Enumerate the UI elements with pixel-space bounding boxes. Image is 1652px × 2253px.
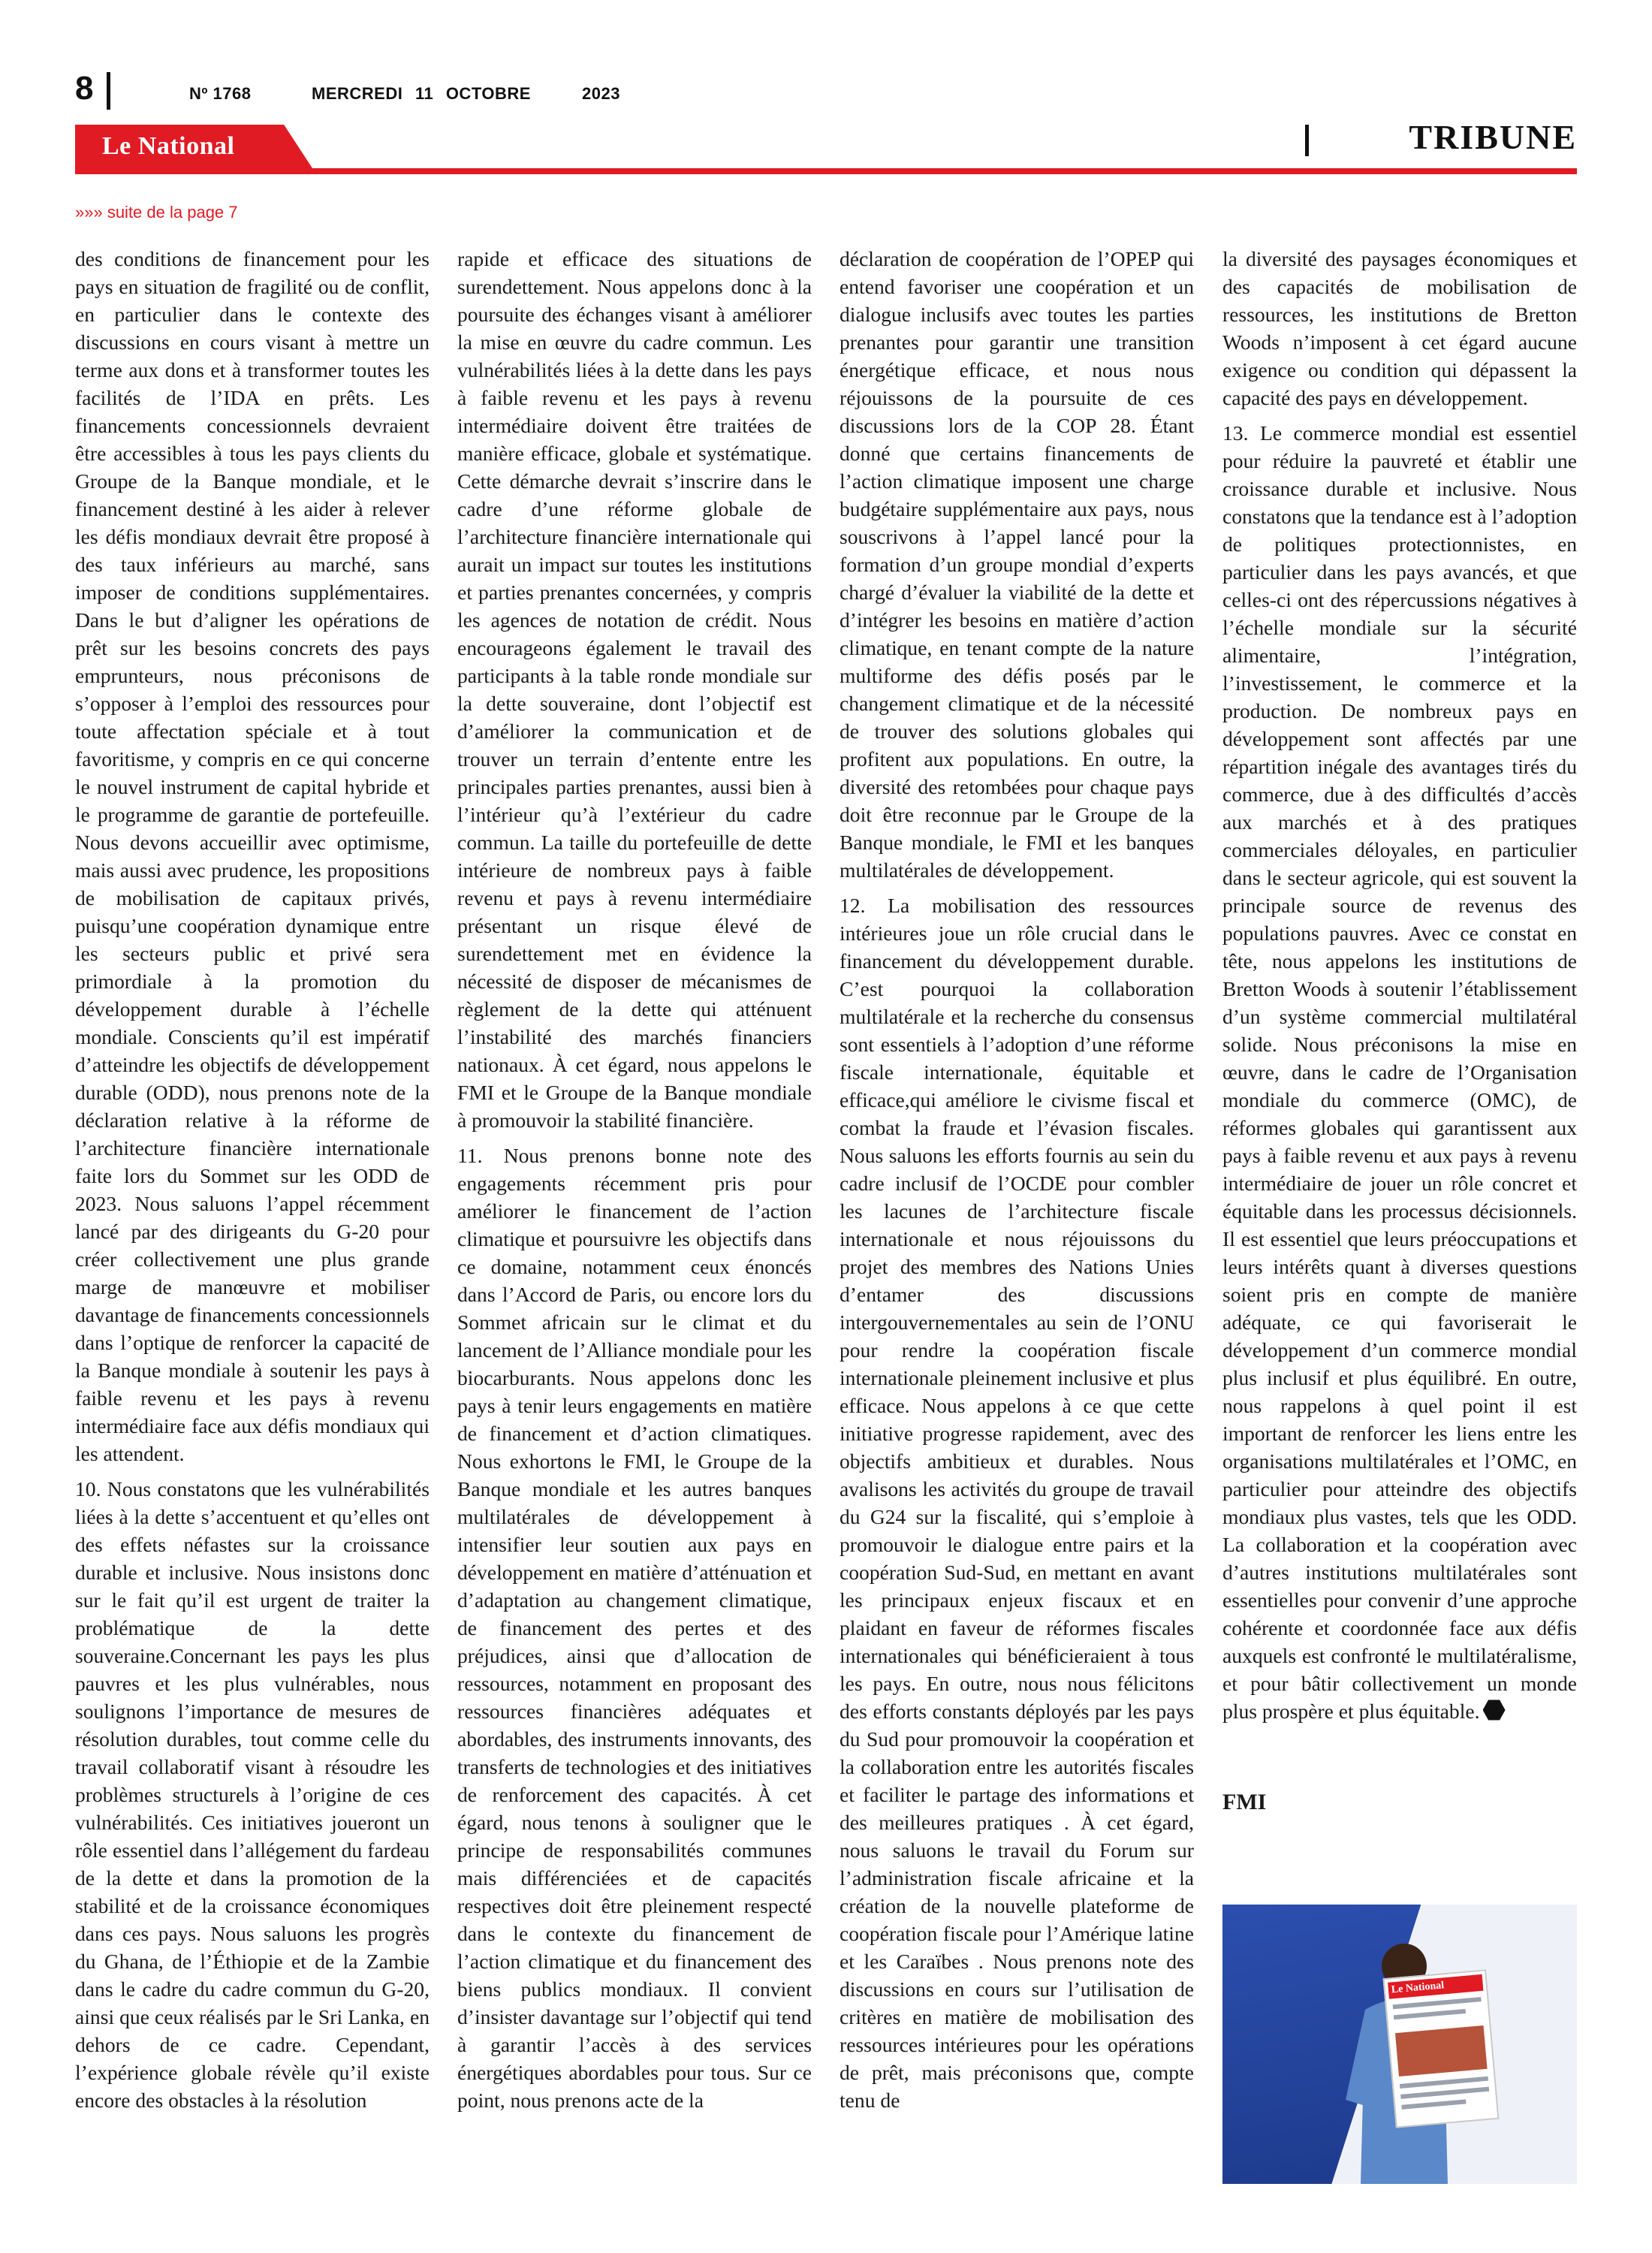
ad-text-line bbox=[1400, 2087, 1489, 2099]
issue-number: Nº 1768 bbox=[189, 84, 252, 103]
ad-text-line bbox=[1401, 2099, 1466, 2109]
newspaper-name: Le National bbox=[102, 132, 235, 160]
page-number: 8 bbox=[75, 70, 94, 107]
issue-year: 2023 bbox=[582, 84, 620, 103]
ad-headline-line bbox=[1393, 1997, 1482, 2009]
article-column-2 bbox=[457, 245, 812, 2122]
newspaper-advertisement bbox=[1222, 1905, 1577, 2184]
paragraph-final bbox=[1222, 419, 1577, 1725]
continued-from-note: »»» suite de la page 7 bbox=[75, 203, 238, 222]
paragraph: déclaration de coopération de l’OPEP qui entend favoriser une coopération et un dialogue inclusifs avec toutes les parties prenantes pour garantir une transition énergétique efficace, et nous nous réjouissons de la poursuite de ces discussions lors de la COP 28. Étant donné que certains financements de l’action climatique imposent une charge budgétaire supplémentaire aux pays, nous souscrivons à l’appel lancé pour la formation d’un groupe mondial d’experts chargé d’évaluer la viabilité de la dette et d’intégrer les besoins en matière d’action climatique, en tenant compte de la nature multiforme des défis posés par le changement climatique et de la nécessité de trouver des solutions globales qui profitent aux populations. En outre, la diversité des retombées pour chaque pays doit être reconnue par le Groupe de la Banque mondiale, le FMI et les banques multilatérales de développement. bbox=[840, 247, 1194, 882]
paragraph: 10. Nous constatons que les vulnérabilités liées à la dette s’accentuent et qu’elles ont des effets néfastes sur la croissance durable et inclusive. Nous insistons donc sur le fait qu’il est urgent de traiter la problématique de la dette souveraine.Concernant les pays les plus pauvres et les plus vulnérables, nous soulignons l’importance de mesures de résolution durables, tout comme celle du travail collaboratif visant à résoudre les problèmes structurels à l’origine de ces vulnérabilités. Ces initiatives joueront un rôle essentiel dans l’allégement du fardeau de la dette et dans la promotion de la stabilité et de la croissance économiques dans ces pays. Nous saluons les progrès du Ghana, de l’Éthiopie et de la Zambie dans le cadre du cadre commun du G-20, ainsi que ceux réalisés par le Sri Lanka, en dehors de ce cadre. Cependant, l’expérience globale révèle qu’il existe encore des obstacles à la résolution bbox=[75, 1477, 430, 2112]
paragraph: 12. La mobilisation des ressources intérieures joue un rôle crucial dans le financement du développement durable. C’est pourquoi la collaboration multilatérale et la recherche du consensus sont essentiels à l’adoption d’une réforme fiscale internationale, équitable et efficace,qui améliore le civisme fiscal et combat la fraude et l’évasion fiscales. Nous saluons les efforts fournis au sein du cadre inclusif de l’OCDE pour combler les lacunes de l’architecture fiscale internationale et nous réjouissons du projet des membres des Nations Unies d’entamer des discussions intergouvernementales au sein de l’ONU pour rendre la coopération fiscale internationale pleinement inclusive et plus efficace. Nous appelons à ce que cette initiative progresse rapidement, avec des objectifs ambitieux et durables. Nous avalisons les activités du groupe de travail du G24 sur la fiscalité, qui s’emploie à promouvoir le dialogue entre pairs et la coopération Sud-Sud, en mettant en avant les principaux enjeux fiscaux et en plaidant en faveur de réformes fiscales internationales qui bénéficieraient à tous les pays. En outre, nous nous félicitons des efforts constants déployés par les pays du Sud pour promouvoir la coopération et la collaboration entre les autorités fiscales et faciliter le partage des informations et des meilleures pratiques . À cet égard, nous saluons le travail du Forum sur l’administration fiscale africaine et la création de la nouvelle plateforme de coopération fiscale pour l’Amérique latine et les Caraïbes . Nous prenons note des discussions en cours sur l’utilisation de critères en matière de mobilisation des ressources intérieures pour les opérations de prêt, mais préconisons que, compte tenu de bbox=[840, 894, 1194, 2112]
issue-date: MERCREDI 11 OCTOBRE bbox=[312, 84, 531, 103]
paragraph: 11. Nous prenons bonne note des engagements récemment pris pour améliorer le financement de l’action climatique et poursuivre les objectifs dans ce domaine, notamment ceux énoncés dans l’Accord de Paris, ou encore lors du Sommet africain sur le climat et du lancement de l’Alliance mondiale pour les biocarburants. Nous appelons donc les pays à tenir leurs engagements en matière de financement et d’action climatiques. Nous exhortons le FMI, le Groupe de la Banque mondiale et les autres banques multilatérales de développement à intensifier leur soutien aux pays en développement en matière d’atténuation et d’adaptation au changement climatique, de financement des pertes et des préjudices, ainsi que d’allocation de ressources, notamment en proposant des ressources financières adéquates et abordables, des instruments innovants, des transferts de technologies et des initiatives de renforcement des capacités. À cet égard, nous tenons à souligner que le principe de responsabilités communes mais différenciées et de capacités respectives doit être pleinement respecté dans le contexte du financement de l’action climatique et du financement des biens publics mondiaux. Il convient d’insister davantage sur l’objectif qui tend à garantir l’accès à des services énergétiques abordables pour tous. Sur ce point, nous prenons acte de la bbox=[457, 1144, 812, 2112]
section-title: TRIBUNE bbox=[1409, 118, 1577, 156]
ad-photo-block bbox=[1395, 2025, 1488, 2077]
end-of-article-icon bbox=[1483, 1699, 1506, 1721]
section-divider bbox=[1305, 125, 1309, 156]
ad-newspaper-image bbox=[1383, 1969, 1500, 2128]
paragraph-text: 13. Le commerce mondial est essentiel pour réduire la pauvreté et établir une croissance durable et inclusive. Nous constatons que la tendance est à l’adoption de politiques protectionnistes, en particulier dans les pays avancés, et que celles-ci ont des répercussions négatives à l’échelle mondiale sur la sécurité alimentaire, l’intégration, l’investissement, le commerce et la production. De nombreux pays en développement sont affectés par une répartition inégale des avantages tirés du commerce, due à des difficultés d’accès aux marchés et à des pratiques commerciales déloyales, en particulier dans le secteur agricole, qui est souvent la principale source de revenus des populations pauvres. Avec ce constat en tête, nous appelons les institutions de Bretton Woods à soutenir l’établissement d’un système commercial multilatéral solide. Nous préconisons la mise en œuvre, dans le cadre de l’Organisation mondiale du commerce (OMC), de réformes globales qui garantissent aux pays à faible revenu et aux pays à revenu intermédiaire de jouer un rôle concret et équitable dans les processus décisionnels. Il est essentiel que leurs préoccupations et leurs intérêts quant à diverses questions soient pris en compte de manière adéquate, ce qui favoriserait le développement d’un commerce mondial plus inclusif et plus équilibré. En outre, nous rappelons à quel point il est important de renforcer les liens entre les organisations multilatérales et l’OMC, en particulier pour atteindre des objectifs mondiaux plus vastes, tels que les ODD. La collaboration et la coopération avec d’autres institutions multilatérales sont essentielles pour convenir d’une approche cohérente et coordonnée face aux défis auxquels est confronté le multilatéralisme, et pour bâtir collectivement un monde plus prospère et plus équitable. bbox=[1222, 421, 1578, 1723]
article-column-1 bbox=[75, 245, 430, 2122]
article-column-4 bbox=[1222, 245, 1577, 1816]
header-rule bbox=[75, 168, 1577, 174]
paragraph: des conditions de financement pour les pays en situation de fragilité ou de conflit, en particulier dans le contexte des discussions en cours visant à mettre un terme aux dons et à transformer toutes les facilités de l’IDA en prêts. Les financements concessionnels devraient être accessibles à tous les pays clients du Groupe de la Banque mondiale, et le financement destiné à les aider à relever les défis mondiaux devrait être proposé à des taux inférieurs au marché, sans imposer de conditions supplémentaires. Dans le but d’aligner les opérations de prêt sur les besoins concrets des pays emprunteurs, nous préconisons de s’opposer à l’emploi des ressources pour toute affectation spéciale et à tout favoritisme, y compris en ce qui concerne le nouvel instrument de capital hybride et le programme de garantie de portefeuille. Nous devons accueillir avec optimisme, mais aussi avec prudence, les propositions de mobilisation de capitaux privés, puisqu’une coopération dynamique entre les secteurs public et privé sera primordiale à la promotion du développement durable à l’échelle mondiale. Conscients qu’il est impératif d’atteindre les objectifs de développement durable (ODD), nous prenons note de la déclaration relative à la réforme de l’architecture financière internationale faite lors du Sommet sur les ODD de 2023. Nous saluons l’appel récemment lancé par des dirigeants du G-20 pour créer collectivement une plus grande marge de manœuvre et mobiliser davantage de financements concessionnels dans l’optique de renforcer la capacité de la Banque mondiale à soutenir les pays à faible revenu et les pays à revenu intermédiaire face aux défis mondiaux qui les attendent. bbox=[75, 247, 430, 1465]
ad-headline-line bbox=[1394, 2009, 1466, 2019]
paragraph: la diversité des paysages économiques et des capacités de mobilisation de ressources, les institutions de Bretton Woods n’imposent à cet égard aucune exigence ou condition qui dépassent la capacité des pays en développement. bbox=[1222, 247, 1577, 409]
article-column-3 bbox=[840, 245, 1194, 2122]
paragraph: rapide et efficace des situations de surendettement. Nous appelons donc à la poursuite des échanges visant à améliorer la mise en œuvre du cadre commun. Les vulnérabilités liées à la dette dans les pays à faible revenu et les pays à revenu intermédiaire doivent être traitées de manière efficace, globale et systématique. Cette démarche devrait s’inscrire dans le cadre d’une réforme globale de l’architecture financière internationale qui aurait un impact sur toutes les institutions et parties prenantes concernées, y compris les agences de notation de crédit. Nous encourageons également le travail des participants à la table ronde mondiale sur la dette souveraine, dont l’objectif est d’améliorer la communication et de trouver un terrain d’entente entre les principales parties prenantes, aussi bien à l’intérieur qu’à l’extérieur du cadre commun. La taille du portefeuille de dette intérieure de nombreux pays à faible revenu et pays à revenu intermédiaire présentant un risque élevé de surendettement met en évidence la nécessité de disposer de mécanismes de règlement de la dette qui atténuent l’instabilité des marchés financiers nationaux. À cet égard, nous appelons le FMI et le Groupe de la Banque mondiale à promouvoir la stabilité financière. bbox=[457, 247, 812, 1132]
ad-text-line bbox=[1400, 2077, 1488, 2089]
header-divider bbox=[107, 72, 110, 110]
article-signature: FMI bbox=[1222, 1790, 1267, 1814]
ad-masthead: Le National bbox=[1388, 1974, 1483, 1999]
